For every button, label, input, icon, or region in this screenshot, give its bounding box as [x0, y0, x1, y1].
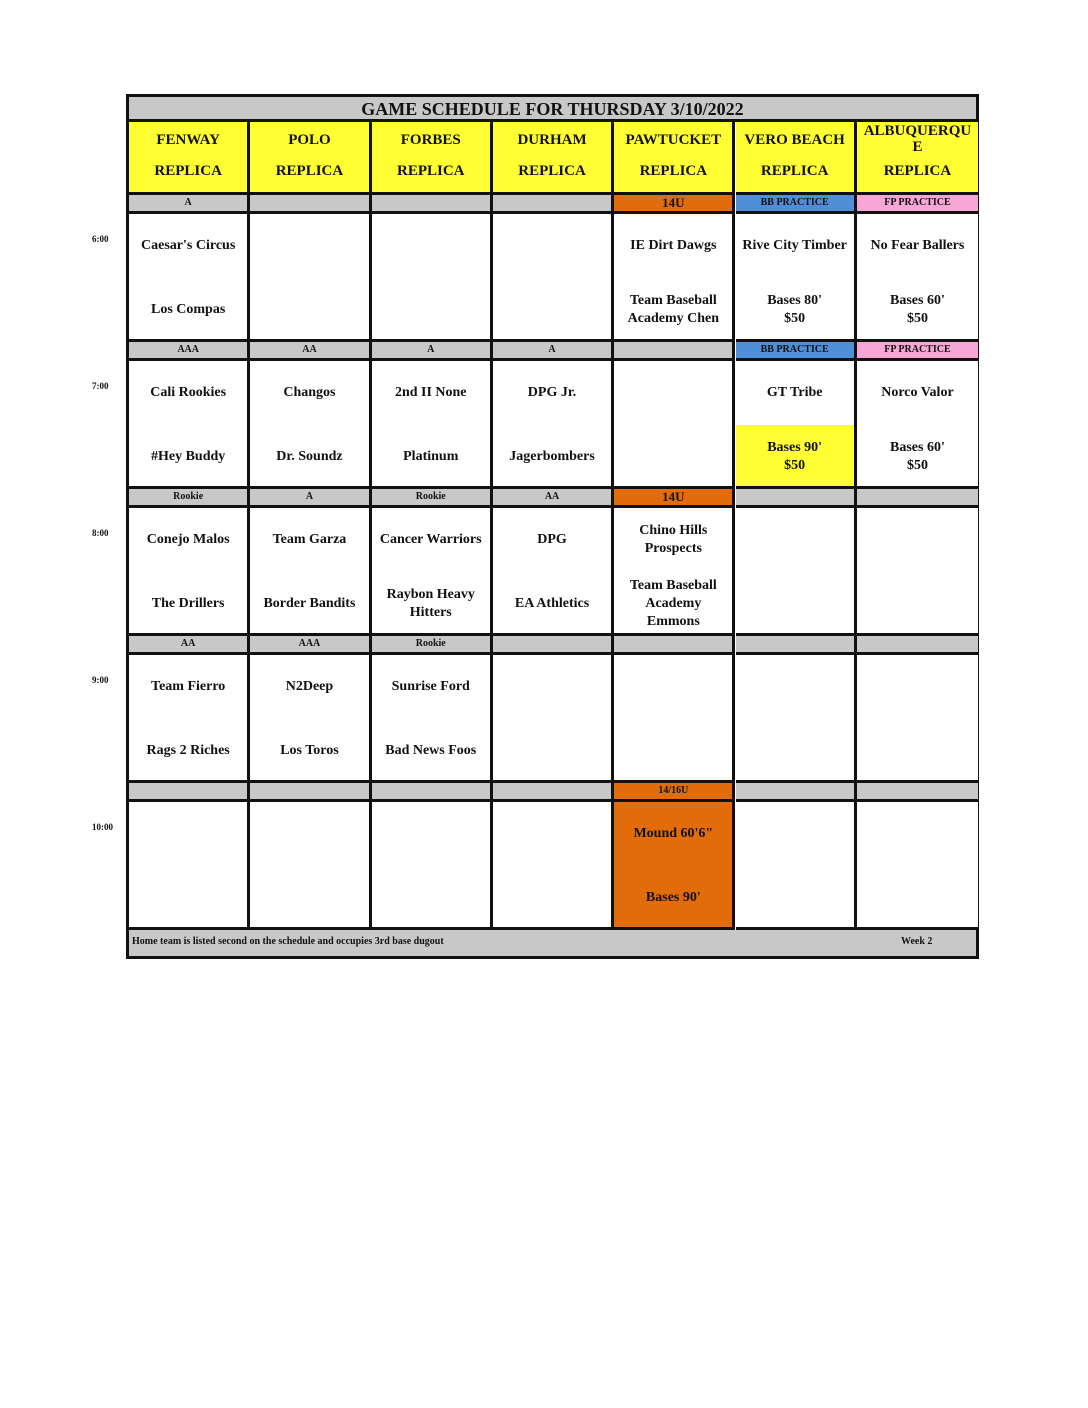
- division-label: BB PRACTICE: [736, 342, 857, 361]
- away-team: IE Dirt Dawgs: [630, 238, 717, 253]
- division-label: Rookie: [372, 636, 493, 655]
- away-team: Team Garza: [272, 532, 347, 547]
- field-sub: REPLICA: [396, 163, 465, 179]
- game-cell: [129, 361, 250, 489]
- home-team: Los Compas: [151, 302, 226, 317]
- game-cell: [493, 802, 614, 930]
- game-cell: [736, 214, 857, 342]
- game-cell: [372, 655, 493, 783]
- field-name: VERO BEACH: [744, 132, 845, 148]
- game-cell: [736, 361, 857, 489]
- away-team: Mound 60'6": [633, 826, 714, 841]
- game-cell: [493, 655, 614, 783]
- field-sub: REPLICA: [760, 163, 829, 179]
- division-label: [493, 195, 614, 214]
- home-team: The Drillers: [151, 596, 225, 611]
- away-team: Changos: [283, 385, 336, 400]
- home-team: Bad News Foos: [385, 743, 477, 758]
- field-name: PAWTUCKET: [625, 132, 722, 148]
- game-cell: [857, 802, 978, 930]
- game-cell: [614, 508, 735, 636]
- game-cell: [493, 508, 614, 636]
- field-sub: REPLICA: [154, 163, 222, 179]
- division-label: AA: [493, 489, 614, 508]
- division-label: FP PRACTICE: [857, 342, 978, 361]
- game-cell: [736, 508, 857, 636]
- home-team: Bases 80' $50: [767, 293, 823, 326]
- division-label: [493, 783, 614, 802]
- division-label: 14U: [614, 195, 735, 214]
- division-label: AA: [250, 342, 371, 361]
- division-label: [857, 783, 978, 802]
- game-cell: [372, 361, 493, 489]
- game-cell: [857, 508, 978, 636]
- field-name: FENWAY: [156, 132, 220, 148]
- game-cell: [372, 508, 493, 636]
- home-team: Bases 90': [645, 890, 701, 905]
- division-label: A: [250, 489, 371, 508]
- game-cell: [250, 361, 371, 489]
- division-label: [493, 636, 614, 655]
- game-cell: [129, 802, 250, 930]
- game-cell: [857, 361, 978, 489]
- away-team: Cali Rookies: [150, 385, 227, 400]
- game-cell: [857, 214, 978, 342]
- division-label: A: [493, 342, 614, 361]
- field-header: [614, 122, 735, 195]
- away-team: Rive City Timber: [742, 238, 847, 253]
- away-team: 2nd II None: [394, 385, 467, 400]
- schedule-sheet: [126, 94, 979, 959]
- home-team: Team Baseball Academy Emmons: [629, 578, 717, 629]
- game-cell: [614, 361, 735, 489]
- game-cell: [250, 214, 371, 342]
- division-label: [736, 783, 857, 802]
- game-cell: [129, 655, 250, 783]
- game-cell: [250, 655, 371, 783]
- division-label: BB PRACTICE: [736, 195, 857, 214]
- division-label: A: [372, 342, 493, 361]
- away-team: Conejo Malos: [146, 532, 230, 547]
- division-label: 14/16U: [614, 783, 735, 802]
- division-label: [614, 636, 735, 655]
- time-label: 6:00: [92, 234, 109, 244]
- away-team: Cancer Warriors: [379, 532, 482, 547]
- division-label: Rookie: [129, 489, 250, 508]
- game-cell: [250, 802, 371, 930]
- division-label: AAA: [250, 636, 371, 655]
- home-team: EA Athletics: [514, 596, 590, 611]
- away-team: No Fear Ballers: [870, 238, 965, 253]
- away-team: Chino Hills Prospects: [639, 523, 708, 556]
- field-header: [372, 122, 493, 195]
- division-label: [372, 195, 493, 214]
- division-label: AA: [129, 636, 250, 655]
- field-name: DURHAM: [517, 132, 587, 148]
- game-cell: [614, 802, 735, 930]
- home-team: Platinum: [403, 449, 459, 464]
- division-label: FP PRACTICE: [857, 195, 978, 214]
- time-label: 9:00: [92, 675, 109, 685]
- time-label: 8:00: [92, 528, 109, 538]
- time-label: 7:00: [92, 381, 109, 391]
- division-label: [250, 783, 371, 802]
- home-team: Bases 90' $50: [767, 440, 823, 473]
- game-cell: [129, 508, 250, 636]
- field-header: [857, 122, 978, 195]
- field-sub: REPLICA: [275, 163, 344, 179]
- schedule-title: GAME SCHEDULE FOR THURSDAY 3/10/2022: [129, 97, 976, 122]
- game-cell: [372, 802, 493, 930]
- field-header: [250, 122, 371, 195]
- division-label: [736, 636, 857, 655]
- away-team: Team Fierro: [151, 679, 226, 694]
- home-team: Jagerbombers: [509, 449, 595, 464]
- away-team: N2Deep: [285, 679, 334, 694]
- game-cell: [250, 508, 371, 636]
- game-cell: [614, 655, 735, 783]
- away-team: Norco Valor: [881, 385, 954, 400]
- game-cell: [736, 655, 857, 783]
- field-header: [129, 122, 250, 195]
- home-team: Dr. Soundz: [276, 449, 343, 464]
- field-name: FORBES: [400, 132, 461, 148]
- home-team: Raybon Heavy Hitters: [386, 587, 475, 620]
- field-header: [493, 122, 614, 195]
- field-name: POLO: [288, 132, 331, 148]
- game-cell: [857, 655, 978, 783]
- division-label: [857, 636, 978, 655]
- division-label: A: [129, 195, 250, 214]
- division-label: [736, 489, 857, 508]
- field-sub: REPLICA: [518, 163, 586, 179]
- division-label: [857, 489, 978, 508]
- game-cell: [736, 802, 857, 930]
- time-label: 10:00: [92, 822, 113, 832]
- division-label: [372, 783, 493, 802]
- game-cell: [614, 214, 735, 342]
- field-sub: REPLICA: [883, 163, 952, 179]
- game-cell: [493, 361, 614, 489]
- home-team: Bases 60' $50: [890, 293, 945, 326]
- schedule-footer: [129, 930, 976, 956]
- away-team: Caesar's Circus: [141, 238, 236, 253]
- division-label: [129, 783, 250, 802]
- week-label: Week 2: [901, 936, 933, 947]
- field-name: ALBUQUERQU E: [863, 123, 972, 155]
- home-team: Border Bandits: [263, 596, 356, 611]
- away-team: DPG Jr.: [527, 385, 577, 400]
- field-sub: REPLICA: [639, 163, 708, 179]
- home-team: #Hey Buddy: [150, 449, 226, 464]
- home-team: Team Baseball Academy Chen: [627, 293, 720, 326]
- division-label: AAA: [129, 342, 250, 361]
- home-team: Rags 2 Riches: [146, 743, 230, 758]
- game-cell: [493, 214, 614, 342]
- game-cell: [372, 214, 493, 342]
- division-label: Rookie: [372, 489, 493, 508]
- division-label: [614, 342, 735, 361]
- division-label: 14U: [614, 489, 735, 508]
- home-team: Bases 60' $50: [890, 440, 945, 473]
- footer-note: Home team is listed second on the schedule and occupies 3rd base dugout: [132, 936, 444, 947]
- away-team: Sunrise Ford: [391, 679, 470, 694]
- away-team: GT Tribe: [766, 385, 823, 400]
- home-team: Los Toros: [280, 743, 339, 758]
- game-cell: [129, 214, 250, 342]
- away-team: DPG: [537, 532, 567, 547]
- division-label: [250, 195, 371, 214]
- field-header: [736, 122, 857, 195]
